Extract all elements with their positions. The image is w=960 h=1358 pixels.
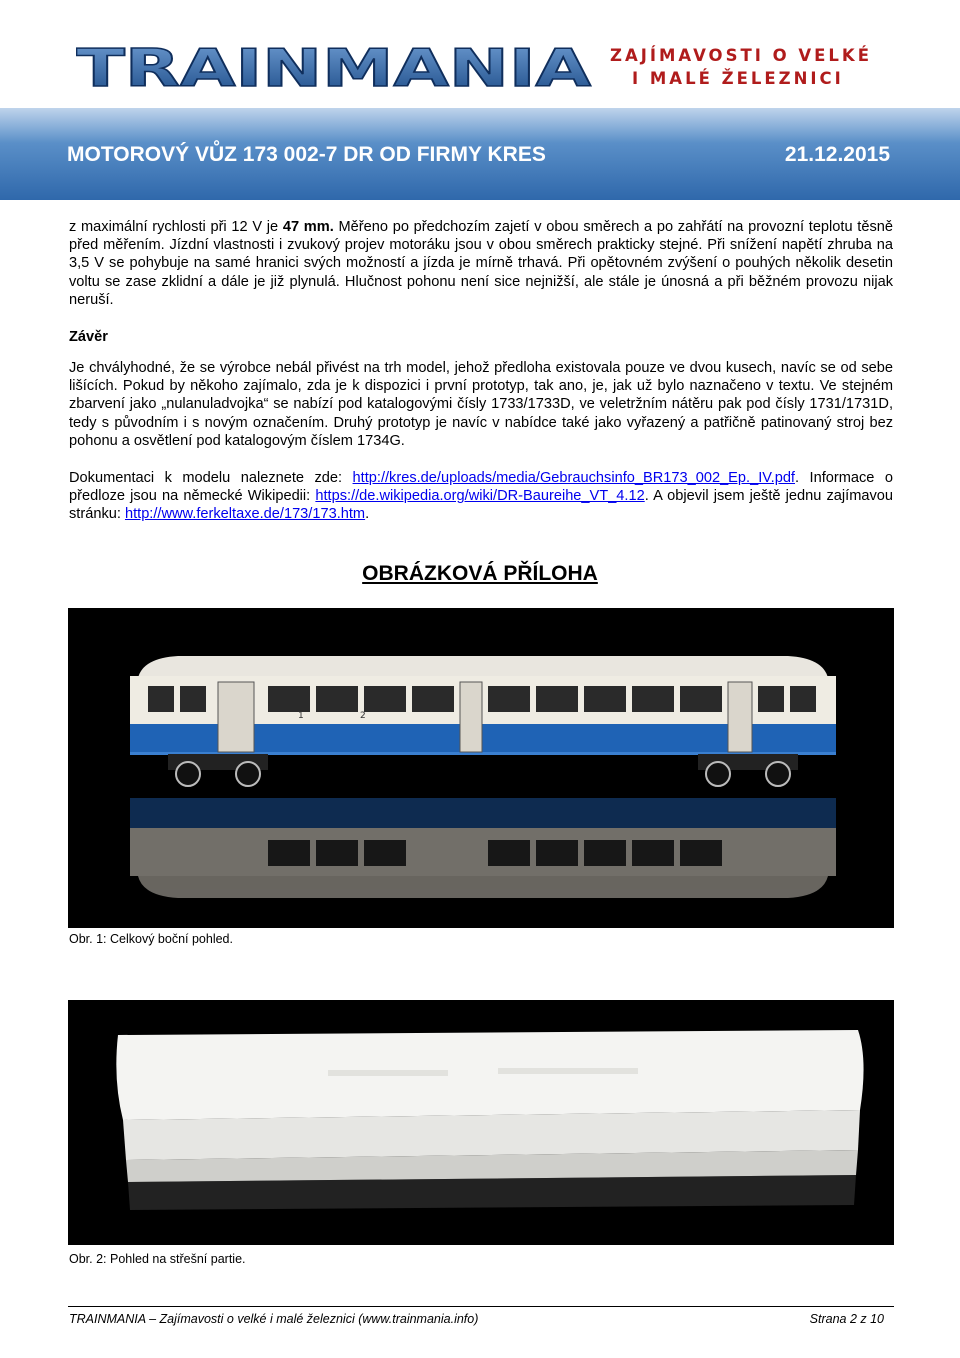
p3-text-d: . [365,506,370,523]
p1-text-a: z maximální rychlosti při 12 V je [69,219,283,235]
p3-text-a: Dokumentaci k modelu naleznete zde: [69,470,353,486]
p1-bold: 47 mm. [282,219,334,235]
footer-divider [68,1306,894,1307]
p3-text-b: . Informace o předloze jsou na německé Wikipedii: [69,470,893,505]
bogie-left [168,754,268,786]
railcar-side-illustration [68,608,894,928]
railcar-door-3 [728,682,752,752]
tagline-line-1: ZAJÍMAVOSTI O VELKÉ [610,46,872,65]
railcar-reflection [130,798,836,898]
trainmania-logo [76,40,596,96]
railcar-roof-illustration [68,1000,894,1245]
link-ferkeltaxe[interactable]: http://www.ferkeltaxe.de/173/173.htm [124,506,366,523]
railcar-door-1 [218,682,254,752]
figure-2-caption: Obr. 2: Pohled na střešní partie. [69,1252,246,1266]
paragraph-2: Je chvályhodné, že se výrobce nebál přivést na trh model, jehož předloha existovala pouze ve dvou kusech, navíc se od sebe lišících. Pokud by někoho zajímalo, zda je k dispozici i první prototyp, tak ano, je, jak už bylo naznačeno v textu. Ve stejném zbarvení jako „nulanuladvojka“ se nabízí pod katalogovými čísly 1733/1733D, ve veletržním nátěru pak pod čísly 1731/1731D, tedy s původním i s novým označením. Druhý prototyp je navíc v nabídce také jako vyřazený a patřičně patinovaný stroj bez pohonu a osvětlení pod katalogovým číslem 1734G. [69,360,893,449]
paragraph-3 [69,469,893,524]
page-number: Strana 2 z 10 [809,1312,884,1326]
article-date: 21.12.2015 [784,143,890,166]
figure-roof-view [68,1000,894,1245]
p1-text-c: Měřeno po předchozím zajetí v obou směrech a po zahřátí na provozní teplotu těsně před měřením. Jízdní vlastnosti i zvukový projev motoráku jsou v obou směrech prakticky stejné. Při snížení napětí zhruba na 3,5 V se pohybuje na samé hranici svých možností a jízda je mírně trhavá. Při opětovném zvýšení o pouhých několik desetin voltu se zase zklidní a dále je již plynulá. Hlučnost pohonu není sice nejnižší, ale stále je únosná a při běžném provozu nijak neruší. [69,219,893,308]
conclusion-heading: Závěr [69,329,108,345]
class-number-2: 2 [360,711,366,721]
figure-1-caption: Obr. 1: Celkový boční pohled. [69,932,233,946]
figure-side-view [68,608,894,928]
tagline-line-2: I MALÉ ŽELEZNICI [632,69,844,88]
railcar-roof [138,656,828,678]
p3-text-c: . A objevil jsem ještě jednu zajímavou stránku: [69,488,893,523]
paragraph-1 [69,218,893,309]
logo-text: TRAINMANIA [76,40,591,96]
link-kres-manual[interactable]: http://kres.de/uploads/media/Gebrauchsinfo_BR173_002_Ep._IV.pdf [352,470,795,486]
class-number-1: 1 [298,711,304,721]
link-wikipedia[interactable]: https://de.wikipedia.org/wiki/DR-Baureihe_VT_4.12 [315,488,645,505]
tagline [610,44,872,90]
bogie-right [698,754,798,786]
article-title: MOTOROVÝ VŮZ 173 002-7 DR OD FIRMY KRES [67,143,546,166]
roof-shell [116,1030,863,1120]
railcar-door-2 [460,682,482,752]
section-title: OBRÁZKOVÁ PŘÍLOHA [362,562,598,585]
footer-source: TRAINMANIA – Zajímavosti o velké i malé železnici (www.trainmania.info) [69,1312,479,1326]
